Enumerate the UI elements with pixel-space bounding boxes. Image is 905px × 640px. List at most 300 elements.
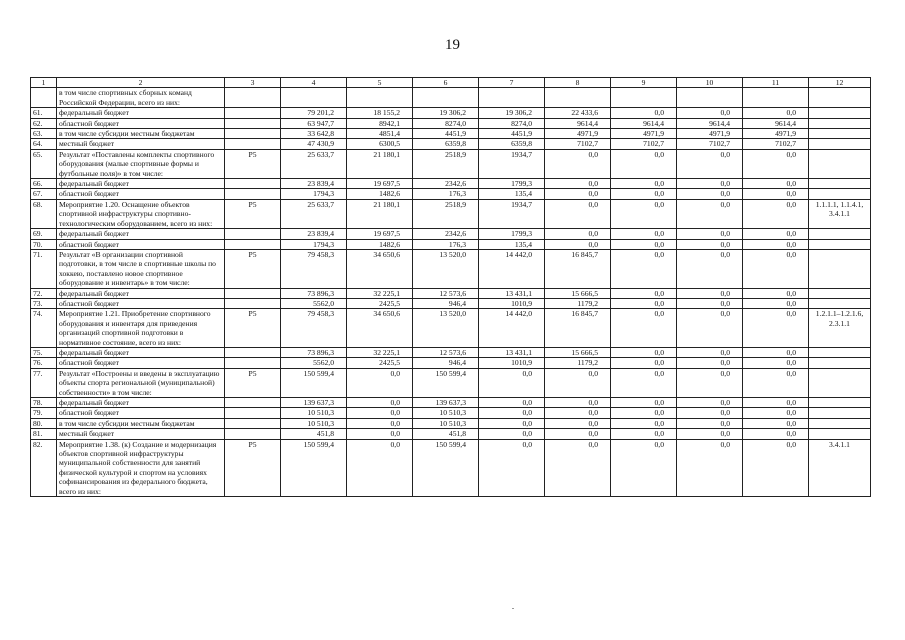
amount-col-6: 10 510,3 (413, 418, 479, 428)
amount-col-8: 16 845,7 (545, 309, 611, 348)
amount-col-10: 0,0 (677, 309, 743, 348)
row-description: в том числе спортивных сборных команд Российской Федерации, всего из них: (57, 88, 225, 108)
amount-col-10: 0,0 (677, 418, 743, 428)
amount-total: 25 633,7 (281, 149, 347, 178)
amount-col-8: 16 845,7 (545, 249, 611, 288)
amount-col-9: 0,0 (611, 347, 677, 357)
program-code: Р5 (225, 249, 281, 288)
table-row (31, 347, 871, 357)
amount-col-11 (743, 88, 809, 108)
table-row (31, 368, 871, 397)
amount-total (281, 88, 347, 108)
column-header: 9 (611, 78, 677, 88)
target-indicator-ref (809, 368, 871, 397)
row-number: 81. (31, 429, 57, 439)
budget-table (30, 77, 871, 497)
amount-total: 23 839,4 (281, 229, 347, 239)
amount-col-11: 0,0 (743, 408, 809, 418)
table-row (31, 398, 871, 408)
amount-col-7: 0,0 (479, 418, 545, 428)
amount-col-11: 0,0 (743, 347, 809, 357)
amount-col-11: 0,0 (743, 239, 809, 249)
amount-col-11: 0,0 (743, 398, 809, 408)
program-code: Р5 (225, 368, 281, 397)
amount-col-7: 1799,3 (479, 179, 545, 189)
target-indicator-ref (809, 408, 871, 418)
program-code (225, 418, 281, 428)
amount-col-10: 0,0 (677, 249, 743, 288)
amount-total: 79 458,3 (281, 309, 347, 348)
amount-col-7: 135,4 (479, 239, 545, 249)
row-description: федеральный бюджет (57, 229, 225, 239)
row-description: местный бюджет (57, 429, 225, 439)
row-number: 70. (31, 239, 57, 249)
row-number: 72. (31, 288, 57, 298)
table-row (31, 88, 871, 108)
row-description: федеральный бюджет (57, 179, 225, 189)
row-description: областной бюджет (57, 118, 225, 128)
target-indicator-ref (809, 418, 871, 428)
amount-col-5: 19 697,5 (347, 229, 413, 239)
amount-col-10: 0,0 (677, 288, 743, 298)
amount-col-6: 13 520,0 (413, 249, 479, 288)
row-description: федеральный бюджет (57, 108, 225, 118)
row-number: 73. (31, 298, 57, 308)
row-number: 80. (31, 418, 57, 428)
amount-col-7: 14 442,0 (479, 309, 545, 348)
amount-col-6: 176,3 (413, 239, 479, 249)
table-row (31, 229, 871, 239)
amount-total: 1794,3 (281, 239, 347, 249)
amount-col-9: 0,0 (611, 288, 677, 298)
target-indicator-ref (809, 229, 871, 239)
amount-col-5: 1482,6 (347, 239, 413, 249)
row-number: 63. (31, 129, 57, 139)
amount-col-11: 7102,7 (743, 139, 809, 149)
table-row (31, 149, 871, 178)
row-number: 82. (31, 439, 57, 496)
table-row (31, 118, 871, 128)
amount-col-5: 21 180,1 (347, 199, 413, 228)
amount-col-8: 0,0 (545, 439, 611, 496)
amount-col-10: 0,0 (677, 358, 743, 368)
amount-col-9: 7102,7 (611, 139, 677, 149)
amount-total: 1794,3 (281, 189, 347, 199)
amount-col-10: 0,0 (677, 189, 743, 199)
amount-col-6: 139 637,3 (413, 398, 479, 408)
table-row (31, 358, 871, 368)
row-number: 67. (31, 189, 57, 199)
program-code (225, 179, 281, 189)
amount-col-5: 0,0 (347, 418, 413, 428)
column-header: 5 (347, 78, 413, 88)
amount-col-6: 946,4 (413, 298, 479, 308)
amount-col-5: 8942,1 (347, 118, 413, 128)
amount-col-10: 0,0 (677, 149, 743, 178)
row-description: федеральный бюджет (57, 398, 225, 408)
amount-col-8: 15 666,5 (545, 347, 611, 357)
target-indicator-ref: 1.1.1.1, 1.1.4.1, 3.4.1.1 (809, 199, 871, 228)
amount-col-8: 0,0 (545, 408, 611, 418)
amount-col-8: 0,0 (545, 149, 611, 178)
amount-col-9: 0,0 (611, 408, 677, 418)
table-row (31, 439, 871, 496)
amount-col-7: 0,0 (479, 429, 545, 439)
amount-total: 73 896,3 (281, 288, 347, 298)
amount-col-9: 0,0 (611, 439, 677, 496)
amount-col-9: 4971,9 (611, 129, 677, 139)
row-description: областной бюджет (57, 298, 225, 308)
amount-total: 23 839,4 (281, 179, 347, 189)
amount-col-5: 1482,6 (347, 189, 413, 199)
row-description: федеральный бюджет (57, 347, 225, 357)
amount-total: 10 510,3 (281, 418, 347, 428)
amount-total: 150 599,4 (281, 368, 347, 397)
amount-col-10: 0,0 (677, 408, 743, 418)
amount-col-10: 0,0 (677, 298, 743, 308)
table-row (31, 298, 871, 308)
amount-col-8: 4971,9 (545, 129, 611, 139)
amount-col-5: 2425,5 (347, 298, 413, 308)
column-header: 7 (479, 78, 545, 88)
amount-col-11: 0,0 (743, 298, 809, 308)
amount-col-9: 0,0 (611, 239, 677, 249)
amount-col-7: 19 306,2 (479, 108, 545, 118)
amount-col-6: 2518,9 (413, 199, 479, 228)
program-code (225, 358, 281, 368)
column-header: 4 (281, 78, 347, 88)
amount-col-7: 1010,9 (479, 298, 545, 308)
target-indicator-ref (809, 129, 871, 139)
row-number: 68. (31, 199, 57, 228)
amount-col-8: 0,0 (545, 368, 611, 397)
amount-col-5: 6300,5 (347, 139, 413, 149)
amount-col-11: 9614,4 (743, 118, 809, 128)
row-description: в том числе субсидии местным бюджетам (57, 129, 225, 139)
row-description: в том числе субсидии местным бюджетам (57, 418, 225, 428)
target-indicator-ref (809, 108, 871, 118)
row-description: Результат «Поставлены комплекты спортивного оборудования (малые спортивные формы и футбольные поля)» в том числе: (57, 149, 225, 178)
amount-col-5: 0,0 (347, 439, 413, 496)
amount-col-6: 150 599,4 (413, 368, 479, 397)
program-code (225, 139, 281, 149)
amount-col-11: 0,0 (743, 149, 809, 178)
amount-col-7: 6359,8 (479, 139, 545, 149)
row-number (31, 88, 57, 108)
target-indicator-ref (809, 139, 871, 149)
program-code (225, 347, 281, 357)
amount-col-10: 9614,4 (677, 118, 743, 128)
amount-total: 150 599,4 (281, 439, 347, 496)
table-row (31, 429, 871, 439)
program-code (225, 229, 281, 239)
amount-col-8 (545, 88, 611, 108)
amount-col-8: 1179,2 (545, 358, 611, 368)
amount-col-9: 0,0 (611, 249, 677, 288)
row-description: областной бюджет (57, 189, 225, 199)
amount-col-11: 0,0 (743, 229, 809, 239)
row-number: 76. (31, 358, 57, 368)
program-code (225, 129, 281, 139)
amount-col-6: 4451,9 (413, 129, 479, 139)
amount-col-9: 0,0 (611, 368, 677, 397)
amount-col-11: 0,0 (743, 429, 809, 439)
amount-col-6: 150 599,4 (413, 439, 479, 496)
row-number: 69. (31, 229, 57, 239)
amount-total: 5562,0 (281, 358, 347, 368)
header-row (31, 78, 871, 88)
amount-col-11: 0,0 (743, 309, 809, 348)
amount-total: 5562,0 (281, 298, 347, 308)
row-description: областной бюджет (57, 408, 225, 418)
column-header: 2 (57, 78, 225, 88)
amount-col-10: 0,0 (677, 229, 743, 239)
amount-col-11: 0,0 (743, 179, 809, 189)
amount-col-8: 15 666,5 (545, 288, 611, 298)
amount-col-6: 12 573,6 (413, 288, 479, 298)
amount-col-9: 0,0 (611, 418, 677, 428)
amount-col-10: 0,0 (677, 398, 743, 408)
target-indicator-ref (809, 239, 871, 249)
amount-total: 25 633,7 (281, 199, 347, 228)
amount-col-6: 19 306,2 (413, 108, 479, 118)
target-indicator-ref (809, 118, 871, 128)
amount-col-9: 0,0 (611, 358, 677, 368)
amount-col-5: 0,0 (347, 408, 413, 418)
amount-total: 33 642,8 (281, 129, 347, 139)
column-header: 8 (545, 78, 611, 88)
table-row (31, 408, 871, 418)
amount-col-11: 0,0 (743, 288, 809, 298)
amount-col-7: 13 431,1 (479, 347, 545, 357)
column-header: 11 (743, 78, 809, 88)
target-indicator-ref (809, 347, 871, 357)
table-row (31, 249, 871, 288)
program-code (225, 408, 281, 418)
amount-col-10: 0,0 (677, 429, 743, 439)
program-code (225, 118, 281, 128)
page-number: 19 (445, 37, 460, 53)
amount-col-8: 0,0 (545, 418, 611, 428)
table-row (31, 239, 871, 249)
amount-col-10: 0,0 (677, 439, 743, 496)
amount-col-8: 0,0 (545, 189, 611, 199)
amount-col-11: 0,0 (743, 368, 809, 397)
amount-col-9: 0,0 (611, 108, 677, 118)
target-indicator-ref (809, 298, 871, 308)
amount-col-5: 0,0 (347, 368, 413, 397)
amount-col-11: 0,0 (743, 108, 809, 118)
amount-col-5: 0,0 (347, 429, 413, 439)
table-row (31, 418, 871, 428)
target-indicator-ref (809, 288, 871, 298)
amount-col-8: 0,0 (545, 398, 611, 408)
column-header: 3 (225, 78, 281, 88)
amount-col-7: 1799,3 (479, 229, 545, 239)
amount-total: 139 637,3 (281, 398, 347, 408)
amount-col-5: 18 155,2 (347, 108, 413, 118)
amount-total: 451,8 (281, 429, 347, 439)
amount-col-8: 0,0 (545, 229, 611, 239)
amount-col-6: 6359,8 (413, 139, 479, 149)
row-number: 65. (31, 149, 57, 178)
program-code (225, 298, 281, 308)
amount-col-8: 0,0 (545, 239, 611, 249)
amount-col-9: 0,0 (611, 309, 677, 348)
amount-col-5: 2425,5 (347, 358, 413, 368)
table-row (31, 189, 871, 199)
amount-col-6: 8274,0 (413, 118, 479, 128)
table-row (31, 309, 871, 348)
amount-col-10: 4971,9 (677, 129, 743, 139)
row-number: 78. (31, 398, 57, 408)
amount-total: 79 458,3 (281, 249, 347, 288)
amount-col-9: 0,0 (611, 149, 677, 178)
amount-col-11: 0,0 (743, 249, 809, 288)
amount-col-5: 19 697,5 (347, 179, 413, 189)
row-description: Мероприятие 1.21. Приобретение спортивного оборудования и инвентаря для приведения организаций спортивной подготовки в нормативное состояние, всего из них: (57, 309, 225, 348)
amount-col-10: 0,0 (677, 199, 743, 228)
amount-col-5: 34 650,6 (347, 309, 413, 348)
amount-col-7: 13 431,1 (479, 288, 545, 298)
scan-artifact (512, 608, 514, 609)
table-row (31, 199, 871, 228)
table-row (31, 139, 871, 149)
program-code: Р5 (225, 149, 281, 178)
amount-col-5: 0,0 (347, 398, 413, 408)
amount-col-7: 0,0 (479, 368, 545, 397)
amount-col-6: 12 573,6 (413, 347, 479, 357)
amount-col-7: 0,0 (479, 439, 545, 496)
row-description: Мероприятие 1.20. Оснащение объектов спортивной инфраструктуры спортивно-технологическим оборудованием, всего из них: (57, 199, 225, 228)
row-number: 71. (31, 249, 57, 288)
amount-col-7: 0,0 (479, 408, 545, 418)
amount-col-7: 4451,9 (479, 129, 545, 139)
amount-col-6: 10 510,3 (413, 408, 479, 418)
amount-col-11: 0,0 (743, 439, 809, 496)
amount-col-8: 7102,7 (545, 139, 611, 149)
amount-col-5: 32 225,1 (347, 347, 413, 357)
amount-col-5 (347, 88, 413, 108)
row-description: Результат «Построены и введены в эксплуатацию объекты спорта региональной (муниципальной) собственности» в том числе: (57, 368, 225, 397)
row-number: 79. (31, 408, 57, 418)
amount-col-8: 1179,2 (545, 298, 611, 308)
amount-total: 79 201,2 (281, 108, 347, 118)
program-code (225, 288, 281, 298)
table-row (31, 129, 871, 139)
target-indicator-ref (809, 149, 871, 178)
amount-col-6: 946,4 (413, 358, 479, 368)
row-number: 62. (31, 118, 57, 128)
target-indicator-ref (809, 179, 871, 189)
row-number: 74. (31, 309, 57, 348)
program-code: Р5 (225, 309, 281, 348)
amount-col-9: 0,0 (611, 398, 677, 408)
amount-col-6: 13 520,0 (413, 309, 479, 348)
amount-col-7: 1934,7 (479, 199, 545, 228)
amount-total: 10 510,3 (281, 408, 347, 418)
amount-col-11: 4971,9 (743, 129, 809, 139)
amount-total: 73 896,3 (281, 347, 347, 357)
table-row (31, 288, 871, 298)
program-code (225, 398, 281, 408)
amount-col-9: 0,0 (611, 179, 677, 189)
program-code (225, 429, 281, 439)
amount-col-8: 0,0 (545, 429, 611, 439)
table-row (31, 108, 871, 118)
program-code (225, 189, 281, 199)
target-indicator-ref (809, 189, 871, 199)
amount-col-6: 451,8 (413, 429, 479, 439)
program-code: Р5 (225, 439, 281, 496)
amount-col-5: 34 650,6 (347, 249, 413, 288)
row-number: 64. (31, 139, 57, 149)
table-row (31, 179, 871, 189)
amount-col-11: 0,0 (743, 418, 809, 428)
target-indicator-ref (809, 398, 871, 408)
amount-col-6: 2342,6 (413, 179, 479, 189)
row-number: 75. (31, 347, 57, 357)
amount-col-7: 1010,9 (479, 358, 545, 368)
target-indicator-ref: 1.2.1.1–1.2.1.6, 2.3.1.1 (809, 309, 871, 348)
amount-col-7: 8274,0 (479, 118, 545, 128)
row-number: 77. (31, 368, 57, 397)
amount-col-11: 0,0 (743, 189, 809, 199)
row-description: федеральный бюджет (57, 288, 225, 298)
amount-col-5: 32 225,1 (347, 288, 413, 298)
row-description: областной бюджет (57, 239, 225, 249)
amount-col-8: 22 433,6 (545, 108, 611, 118)
target-indicator-ref: 3.4.1.1 (809, 439, 871, 496)
amount-col-8: 0,0 (545, 179, 611, 189)
amount-col-11: 0,0 (743, 199, 809, 228)
row-description: областной бюджет (57, 358, 225, 368)
amount-col-7 (479, 88, 545, 108)
amount-col-11: 0,0 (743, 358, 809, 368)
program-code (225, 108, 281, 118)
amount-col-6: 2342,6 (413, 229, 479, 239)
amount-col-10: 0,0 (677, 108, 743, 118)
program-code: Р5 (225, 199, 281, 228)
amount-col-7: 14 442,0 (479, 249, 545, 288)
amount-col-10: 0,0 (677, 239, 743, 249)
amount-col-9: 0,0 (611, 199, 677, 228)
target-indicator-ref (809, 249, 871, 288)
amount-col-7: 1934,7 (479, 149, 545, 178)
amount-col-9 (611, 88, 677, 108)
target-indicator-ref (809, 429, 871, 439)
amount-col-6 (413, 88, 479, 108)
amount-col-10: 0,0 (677, 179, 743, 189)
amount-col-9: 0,0 (611, 229, 677, 239)
amount-col-7: 0,0 (479, 398, 545, 408)
amount-col-9: 0,0 (611, 298, 677, 308)
program-code (225, 88, 281, 108)
amount-col-10: 7102,7 (677, 139, 743, 149)
amount-col-10: 0,0 (677, 347, 743, 357)
amount-col-5: 4851,4 (347, 129, 413, 139)
column-header: 1 (31, 78, 57, 88)
amount-col-10 (677, 88, 743, 108)
amount-total: 47 430,9 (281, 139, 347, 149)
row-description: Мероприятие 1.38. (к) Создание и модернизация объектов спортивной инфраструктуры муниципальной собственности для занятий физической культурой и спортом на условиях софинансирования из федерального бюджета, всего из них: (57, 439, 225, 496)
row-description: местный бюджет (57, 139, 225, 149)
amount-col-9: 9614,4 (611, 118, 677, 128)
amount-col-5: 21 180,1 (347, 149, 413, 178)
target-indicator-ref (809, 88, 871, 108)
column-header: 6 (413, 78, 479, 88)
amount-col-10: 0,0 (677, 368, 743, 397)
